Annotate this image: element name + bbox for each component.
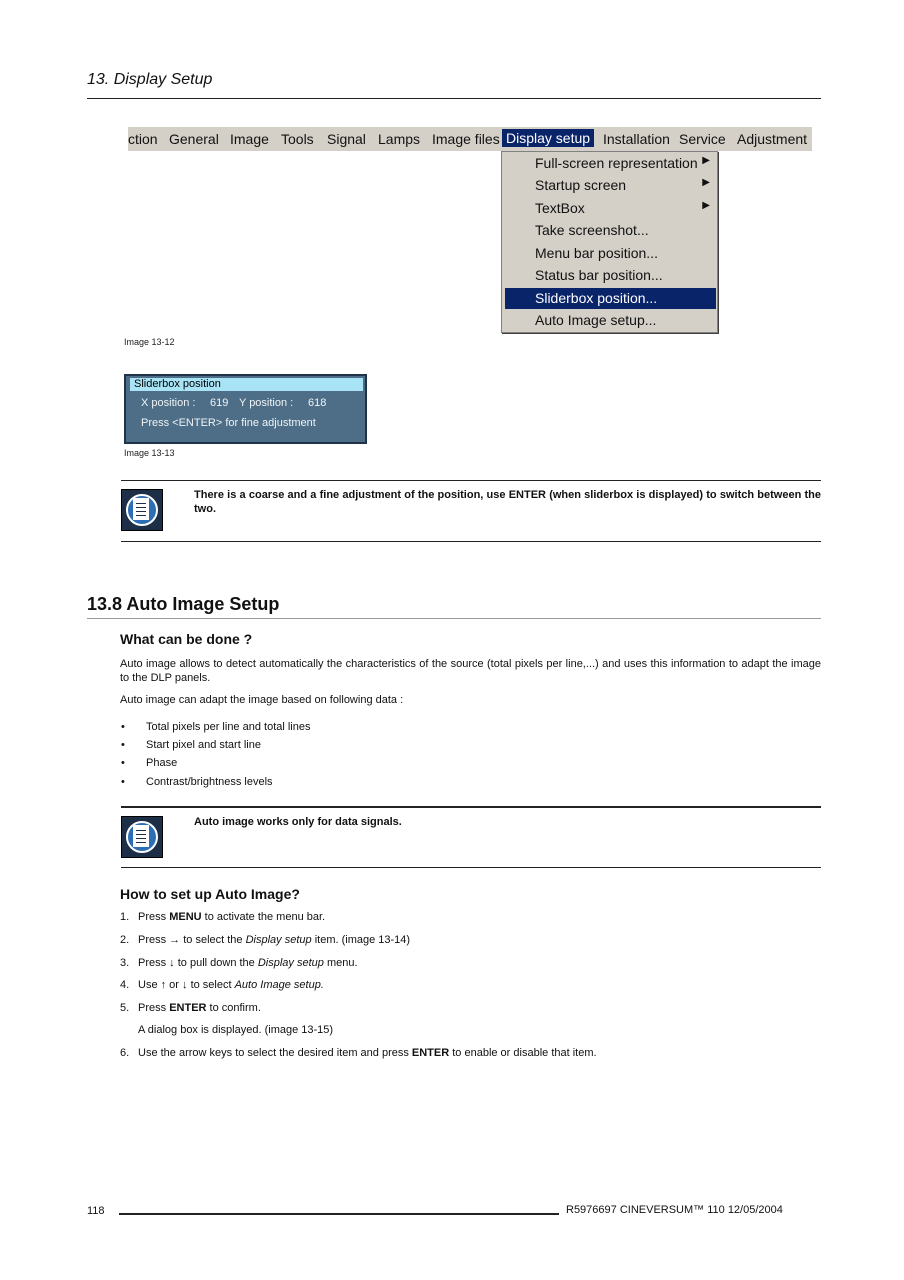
- step-text: Press: [138, 1002, 170, 1014]
- note-document-icon: [121, 489, 163, 531]
- menu-item-direct[interactable]: ction: [128, 131, 158, 147]
- step-text: to confirm.: [206, 1002, 261, 1014]
- menu-item-tools[interactable]: Tools: [281, 131, 314, 147]
- bullet-icon: •: [121, 739, 125, 751]
- footer-rule: [119, 1213, 559, 1215]
- dropdown-item-label: Startup screen: [535, 177, 627, 193]
- paragraph: Auto image allows to detect automatically the characteristics of the source (total pixels per line,...) and uses this information to adapt the image to the DLP panels.: [120, 658, 821, 684]
- dropdown-item-label: Status bar position...: [535, 267, 663, 283]
- step-text: menu.: [323, 957, 358, 969]
- dropdown-item-label: Take screenshot...: [535, 222, 649, 238]
- image-caption: Image 13-13: [124, 448, 175, 458]
- dropdown-item-label: Menu bar position...: [535, 245, 658, 261]
- chapter-header: 13. Display Setup: [87, 71, 213, 88]
- list-item: Phase: [146, 757, 178, 769]
- dropdown-item-label: Sliderbox position...: [535, 290, 658, 306]
- step-keyword: Auto Image setup.: [234, 979, 324, 991]
- dropdown-item-status-bar-position[interactable]: [505, 265, 716, 286]
- dropdown-item-take-screenshot[interactable]: [505, 220, 716, 241]
- step-number: 1.: [120, 911, 130, 923]
- dropdown-item-label: Full-screen representation: [535, 155, 698, 171]
- step-text: Use the arrow keys to select the desired item and press: [138, 1047, 412, 1059]
- dropdown-item-fullscreen[interactable]: [505, 153, 716, 174]
- step-text: item. (image 13-14): [311, 934, 411, 946]
- sliderbox-dialog: [124, 374, 367, 444]
- note-document-icon: [121, 816, 163, 858]
- note-rule-bottom: [121, 867, 821, 868]
- menu-item-image-files[interactable]: Image files: [432, 131, 500, 147]
- dropdown-item-auto-image-setup[interactable]: [505, 310, 716, 331]
- step-note: [138, 1024, 333, 1036]
- step-number: 6.: [120, 1047, 130, 1059]
- step-item: [120, 1047, 597, 1059]
- x-position-value: 619: [210, 397, 229, 409]
- paragraph: Auto image can adapt the image based on following data :: [120, 694, 404, 706]
- bullet-icon: •: [121, 721, 125, 733]
- step-item: [120, 979, 324, 991]
- how-heading: How to set up Auto Image?: [120, 886, 300, 902]
- image-caption: Image 13-12: [124, 337, 175, 347]
- step-item: [120, 1002, 261, 1014]
- step-text: to enable or disable that item.: [449, 1047, 597, 1059]
- step-number: 5.: [120, 1002, 130, 1014]
- header-rule: [87, 98, 821, 99]
- step-number: 2.: [120, 934, 130, 946]
- section-title: 13.8 Auto Image Setup: [87, 594, 280, 614]
- bullet-icon: •: [121, 757, 125, 769]
- step-keyword: Display setup: [257, 957, 324, 969]
- dropdown-item-sliderbox-position[interactable]: [505, 288, 716, 309]
- menu-item-signal[interactable]: Signal: [327, 131, 366, 147]
- step-text: Use ↑ or ↓ to select: [138, 979, 235, 991]
- step-item: [120, 911, 326, 923]
- step-keyword: Display setup: [245, 934, 312, 946]
- step-text: to activate the menu bar.: [201, 911, 326, 923]
- display-setup-dropdown: [501, 151, 718, 333]
- step-text: A dialog box is displayed. (image 13-15): [138, 1024, 334, 1036]
- dropdown-item-textbox[interactable]: [505, 198, 716, 219]
- dropdown-item-label: Auto Image setup...: [535, 312, 657, 328]
- y-position-label: Y position :: [239, 397, 294, 409]
- step-text: Press ↓ to pull down the: [138, 957, 258, 969]
- menu-item-image[interactable]: Image: [230, 131, 269, 147]
- menu-bar: [128, 127, 812, 151]
- list-item: Start pixel and start line: [146, 739, 261, 751]
- submenu-arrow-icon: ▶: [702, 155, 710, 166]
- menu-item-service[interactable]: Service: [679, 131, 726, 147]
- dropdown-item-menu-bar-position[interactable]: [505, 243, 716, 264]
- dropdown-item-startup-screen[interactable]: [505, 175, 716, 196]
- list-item: Contrast/brightness levels: [146, 776, 273, 788]
- note-text: There is a coarse and a fine adjustment of the position, use ENTER (when sliderbox is displayed) to switch between the two.: [194, 489, 821, 515]
- what-heading: What can be done ?: [120, 631, 253, 647]
- x-position-label: X position :: [141, 397, 196, 409]
- bullet-icon: •: [121, 776, 125, 788]
- menu-item-general[interactable]: General: [169, 131, 219, 147]
- menu-item-adjustment[interactable]: Adjustment: [737, 131, 808, 147]
- sliderbox-title: Sliderbox position: [130, 378, 363, 391]
- menu-item-installation[interactable]: Installation: [603, 131, 670, 147]
- step-text: Press → to select the: [138, 934, 246, 946]
- step-item: [120, 934, 411, 946]
- submenu-arrow-icon: ▶: [702, 200, 710, 211]
- note-rule-top: [121, 806, 821, 808]
- page-number: 118: [87, 1205, 105, 1217]
- footer-doc-info: R5976697 CINEVERSUM™ 110 12/05/2004: [566, 1204, 783, 1216]
- sliderbox-hint: Press <ENTER> for fine adjustment: [141, 417, 316, 429]
- note-rule-bottom: [121, 541, 821, 542]
- note-text: Auto image works only for data signals.: [194, 816, 402, 828]
- menu-item-display-setup[interactable]: Display setup: [502, 129, 594, 147]
- menu-item-lamps[interactable]: Lamps: [378, 131, 421, 147]
- step-text: Press: [138, 911, 170, 923]
- submenu-arrow-icon: ▶: [702, 177, 710, 188]
- dropdown-item-label: TextBox: [535, 200, 585, 216]
- step-item: [120, 957, 358, 969]
- note-rule-top: [121, 480, 821, 481]
- step-keyword: ENTER: [411, 1047, 450, 1059]
- y-position-value: 618: [308, 397, 327, 409]
- step-keyword: ENTER: [169, 1002, 207, 1014]
- section-rule: [87, 618, 821, 619]
- step-number: 3.: [120, 957, 130, 969]
- list-item: Total pixels per line and total lines: [146, 721, 311, 733]
- step-keyword: MENU: [169, 911, 202, 923]
- step-number: 4.: [120, 979, 130, 991]
